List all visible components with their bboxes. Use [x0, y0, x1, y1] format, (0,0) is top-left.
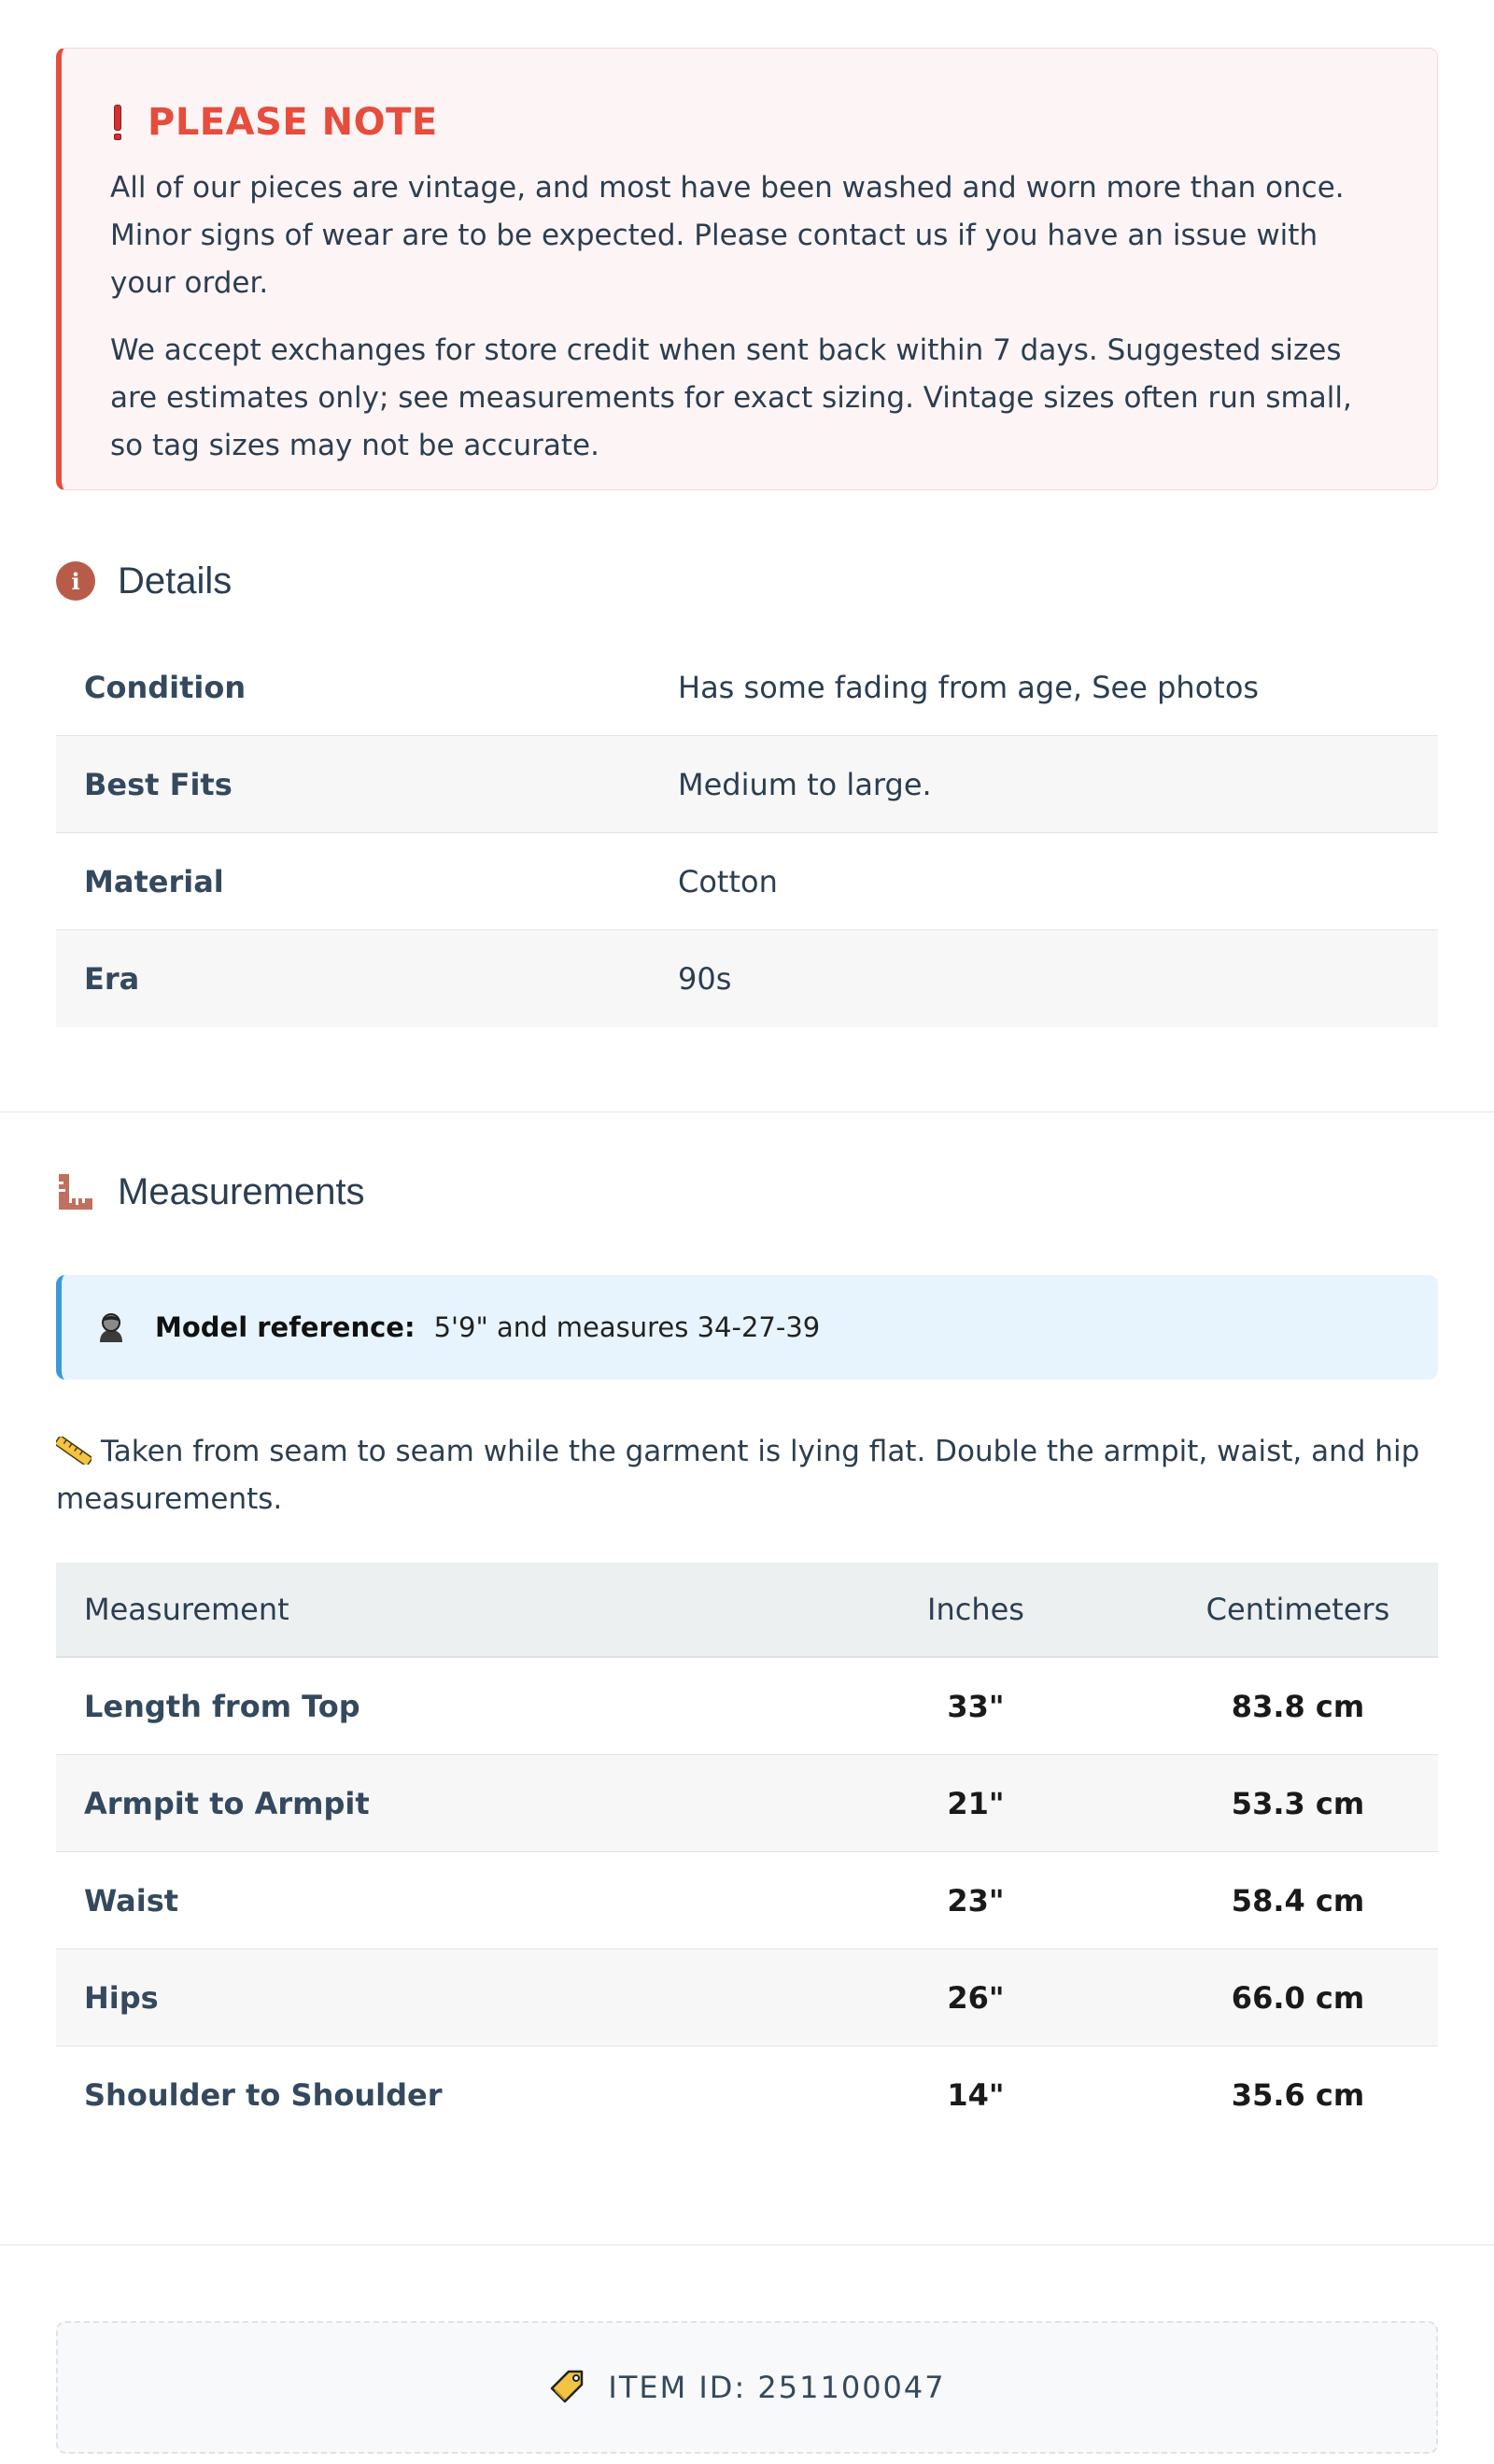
table-row — [56, 1755, 1438, 1852]
measurement-inches: 21" — [947, 1785, 1005, 1821]
details-value: 90s — [678, 961, 732, 997]
details-row — [56, 930, 1438, 1027]
details-table — [56, 639, 1438, 1027]
exclamation-icon — [110, 105, 125, 140]
details-value: Medium to large. — [678, 766, 932, 802]
ruler-icon — [56, 1172, 95, 1211]
measurement-inches: 14" — [947, 2077, 1005, 2113]
measurement-cm: 83.8 cm — [1231, 1688, 1365, 1724]
notice-box — [56, 48, 1438, 490]
details-label: Era — [84, 961, 140, 997]
notice-paragraph: All of our pieces are vintage, and most have been washed and worn more than once. Minor signs of wear are to be expected. Please contact us if you have an issue with your order. — [110, 171, 1345, 300]
measurement-inches: 23" — [947, 1882, 1005, 1919]
model-reference-label: Model reference: — [155, 1311, 416, 1343]
person-icon — [95, 1311, 127, 1343]
details-label: Best Fits — [84, 766, 233, 802]
table-header-row — [56, 1563, 1438, 1658]
table-row — [56, 1852, 1438, 1949]
straight-ruler-icon — [56, 1437, 92, 1465]
tag-icon — [548, 2368, 587, 2407]
measurements-header — [56, 1168, 1438, 1215]
details-value: Cotton — [678, 863, 778, 899]
details-value: Has some fading from age, See photos — [678, 669, 1260, 705]
details-label: Condition — [84, 669, 247, 705]
model-reference — [56, 1275, 1438, 1380]
measurement-cm: 35.6 cm — [1231, 2077, 1365, 2113]
measurement-name: Hips — [84, 1979, 159, 2016]
details-row — [56, 736, 1438, 833]
details-label: Material — [84, 863, 224, 899]
measurement-inches: 26" — [947, 1979, 1005, 2016]
measurement-name: Armpit to Armpit — [84, 1785, 370, 1821]
table-row — [56, 2046, 1438, 2144]
model-reference-value: 5'9" and measures 34-27-39 — [433, 1311, 821, 1343]
measurement-inches: 33" — [947, 1688, 1005, 1724]
notice-header — [110, 103, 1390, 142]
info-circle-icon: i — [56, 561, 95, 601]
measurements-section — [0, 1168, 1494, 2144]
item-id-box — [56, 2321, 1438, 2454]
table-row — [56, 1949, 1438, 2046]
details-row — [56, 833, 1438, 930]
measurement-name: Length from Top — [84, 1688, 360, 1724]
column-header-centimeters: Centimeters — [1205, 1592, 1390, 1627]
measurement-cm: 66.0 cm — [1231, 1979, 1365, 2016]
details-row — [56, 639, 1438, 736]
notice-paragraph: We accept exchanges for store credit when sent back within 7 days. Suggested sizes are estimates only; see measurements for exact sizing. Vintage sizes often run small, so tag sizes may not be accurate. — [110, 333, 1352, 462]
details-title: Details — [118, 559, 233, 602]
details-header — [56, 558, 1438, 604]
measurement-note — [56, 1428, 1438, 1523]
measurement-note-text: Taken from seam to seam while the garment is lying flat. Double the armpit, waist, and hip measurements. — [56, 1435, 1420, 1516]
measurements-title: Measurements — [118, 1170, 365, 1212]
column-header-inches: Inches — [927, 1592, 1024, 1627]
item-section — [0, 2321, 1494, 2454]
column-header-measurement: Measurement — [84, 1592, 289, 1627]
table-row — [56, 1658, 1438, 1755]
item-id-text: ITEM ID: 251100047 — [608, 2370, 946, 2405]
measurements-table — [56, 1563, 1438, 2144]
page — [0, 48, 1494, 1027]
measurement-name: Waist — [84, 1882, 179, 1919]
notice-title: PLEASE NOTE — [148, 101, 438, 144]
measurement-name: Shoulder to Shoulder — [84, 2077, 443, 2113]
measurement-cm: 53.3 cm — [1231, 1785, 1365, 1821]
measurement-cm: 58.4 cm — [1231, 1882, 1365, 1919]
